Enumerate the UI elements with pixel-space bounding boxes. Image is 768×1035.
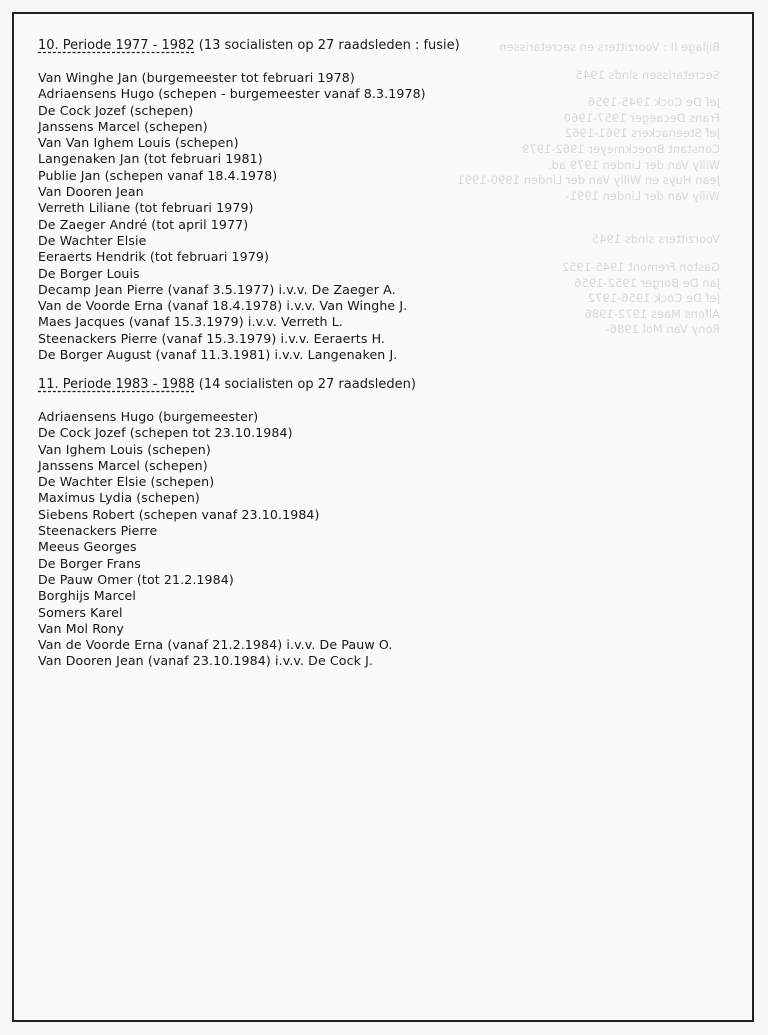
member-entry: De Wachter Elsie (schepen) — [38, 474, 215, 490]
show-through-chairmen-title: Voorzitters sinds 1945 — [591, 232, 720, 247]
period-10-section — [38, 38, 460, 363]
member-entry: Meeus Georges — [38, 539, 137, 555]
member-entry: De Wachter Elsie — [38, 232, 147, 248]
period-11-heading — [38, 377, 416, 393]
member-entry: Van Winghe Jan (burgemeester tot februari 1978) — [38, 70, 355, 85]
member-entry: Janssens Marcel (schepen) — [38, 118, 208, 134]
show-through-line: Gaston Fremont 1945-1952 — [561, 259, 720, 274]
member-entry: Adriaensens Hugo (burgemeester) — [38, 409, 259, 424]
show-through-line: Jef De Cock 1945-1956 — [587, 95, 720, 110]
member-entry: Eeraerts Hendrik (tot februari 1979) — [38, 249, 269, 265]
member-entry: Adriaensens Hugo (schepen - burgemeester vanaf 8.3.1978) — [38, 86, 426, 102]
period-10-title: 10. Periode 1977 - 1982 — [38, 38, 195, 53]
member-entry: Van Van Ighem Louis (schepen) — [38, 135, 239, 151]
member-entry: De Borger Louis — [38, 265, 140, 281]
member-entry: Borghijs Marcel — [38, 588, 136, 604]
show-through-line: Willy Van der Linden 1979 ad. — [547, 157, 720, 172]
show-through-line: Willy Van der Linden 1991- — [565, 188, 720, 203]
member-entry: Publie Jan (schepen vanaf 18.4.1978) — [38, 167, 278, 183]
member-entry: Somers Karel — [38, 604, 123, 620]
show-through-line: Jef De Cock 1956-1972 — [587, 291, 720, 306]
period-11-members — [38, 409, 416, 670]
show-through-secretaries-title: Secretarissen sinds 1945 — [575, 67, 720, 82]
member-entry: De Borger August (vanaf 11.3.1981) i.v.v. Langenaken J. — [38, 347, 398, 363]
period-11-section — [38, 377, 416, 670]
period-10-subtitle: (13 socialisten op 27 raadsleden : fusie) — [198, 38, 460, 53]
member-entry: Janssens Marcel (schepen) — [38, 457, 208, 473]
show-through-line: Constant Broeckmeyer 1962-1979 — [521, 141, 720, 156]
member-entry: Van de Voorde Erna (vanaf 21.2.1984) i.v.v. De Pauw O. — [38, 637, 393, 653]
member-entry: Maximus Lydia (schepen) — [38, 490, 200, 506]
show-through-heading: Bijlage II : Voorzitters en secretarissen — [499, 40, 720, 54]
member-entry: Steenackers Pierre (vanaf 15.3.1979) i.v.v. Eeraerts H. — [38, 330, 386, 346]
period-10-members — [38, 70, 460, 363]
member-entry: Van Mol Rony — [38, 620, 124, 636]
member-entry: Langenaken Jan (tot februari 1981) — [38, 151, 263, 167]
show-through-line: Jean Huys en Willy Van der Linden 1990-1991 — [457, 173, 720, 188]
member-entry: De Cock Jozef (schepen tot 23.10.1984) — [38, 425, 293, 441]
member-entry: Van Ighem Louis (schepen) — [38, 441, 211, 457]
member-entry: Van Dooren Jean — [38, 184, 144, 200]
show-through-text — [457, 40, 720, 360]
show-through-line: Jan De Borger 1952-1956 — [574, 275, 720, 290]
show-through-line: Rony Van Mol 1986- — [605, 322, 720, 337]
period-11-subtitle: (14 socialisten op 27 raadsleden) — [198, 377, 416, 392]
member-entry: Decamp Jean Pierre (vanaf 3.5.1977) i.v.v. De Zaeger A. — [38, 281, 396, 297]
member-entry: Van Dooren Jean (vanaf 23.10.1984) i.v.v. De Cock J. — [38, 653, 374, 669]
member-entry: De Cock Jozef (schepen) — [38, 102, 194, 118]
show-through-line: Frans Decaeger 1957-1960 — [563, 110, 720, 125]
member-entry: De Zaeger André (tot april 1977) — [38, 216, 249, 232]
period-10-heading — [38, 38, 460, 54]
show-through-line: Jef Steenackers 1961-1962 — [564, 126, 720, 141]
member-entry: Verreth Liliane (tot februari 1979) — [38, 200, 254, 216]
period-11-title: 11. Periode 1983 - 1988 — [38, 377, 195, 392]
member-entry: Van de Voorde Erna (vanaf 18.4.1978) i.v.v. Van Winghe J. — [38, 298, 408, 314]
show-through-line: Alfons Maes 1972-1986 — [584, 306, 720, 321]
member-entry: Siebens Robert (schepen vanaf 23.10.1984) — [38, 506, 320, 522]
member-entry: De Pauw Omer (tot 21.2.1984) — [38, 571, 234, 587]
member-entry: Maes Jacques (vanaf 15.3.1979) i.v.v. Verreth L. — [38, 314, 343, 330]
member-entry: De Borger Frans — [38, 555, 141, 571]
member-entry: Steenackers Pierre — [38, 523, 158, 539]
